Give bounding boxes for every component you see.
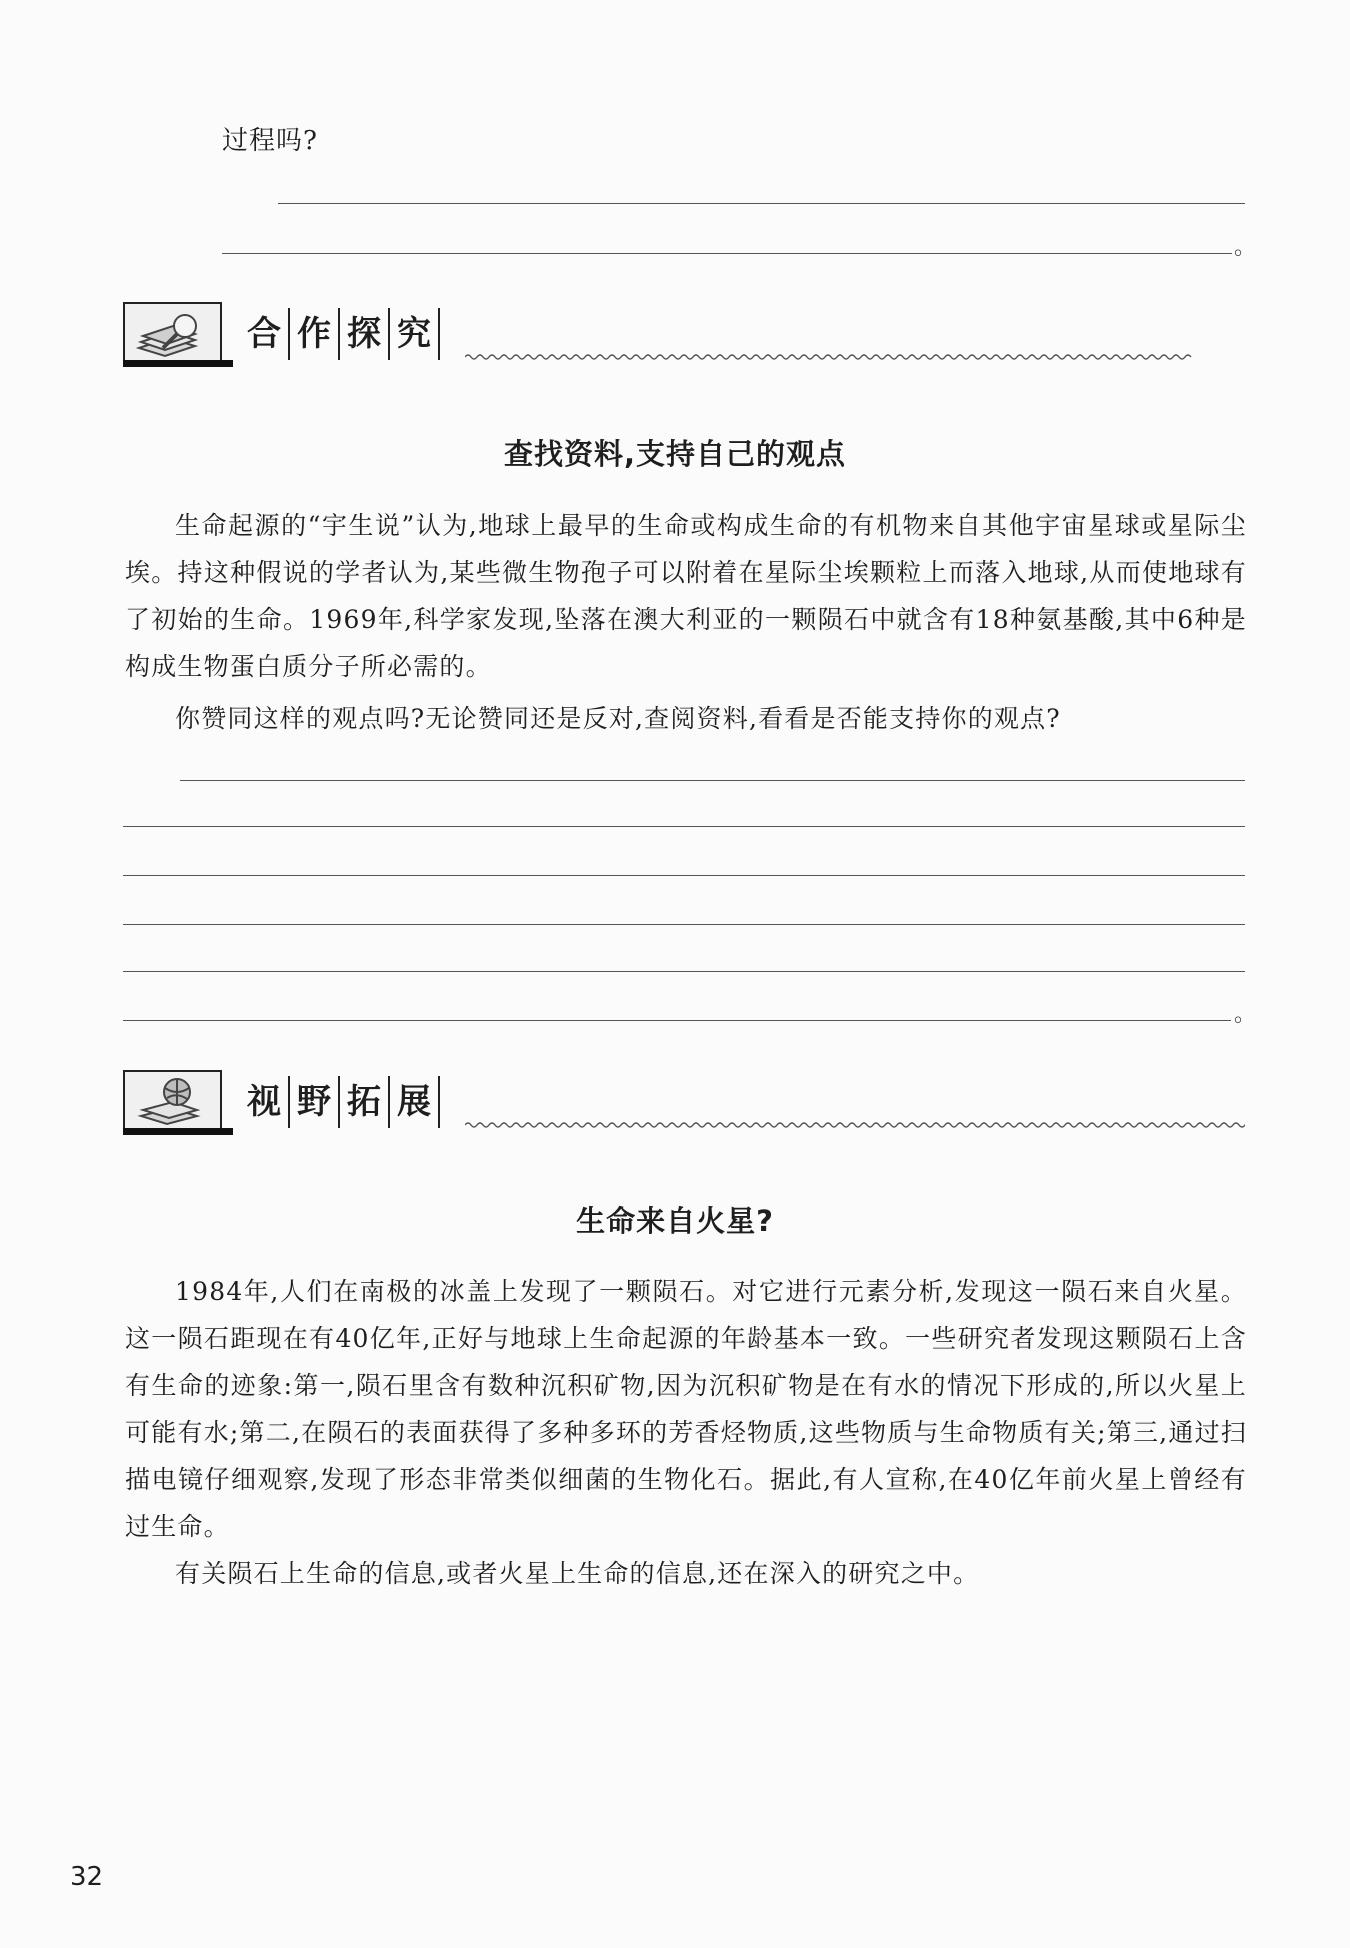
section-title-char: 究: [390, 308, 440, 360]
paragraph: 1984年,人们在南极的冰盖上发现了一颗陨石。对它进行元素分析,发现这一陨石来自火星。这一陨石距现在有40亿年,正好与地球上生命起源的年龄基本一致。一些研究者发现这颗陨石上含有生命的迹象:第一,陨石里含有数种沉积矿物,因为沉积矿物是在有水的情况下形成的,所以火星上可能有水;第二,在陨石的表面获得了多种多环的芳香烃物质,这些物质与生命物质有关;第三,通过扫描电镜仔细观察,发现了形态非常类似细菌的生物化石。据此,有人宣称,在40亿年前火星上曾经有过生命。: [125, 1277, 1247, 1541]
section-icon-frame: [123, 302, 222, 363]
subtitle-life-from-mars: 生命来自火星?: [576, 1204, 774, 1238]
answer-line[interactable]: [180, 780, 1245, 781]
answer-line[interactable]: [123, 1020, 1231, 1021]
section-title: [240, 1076, 440, 1128]
section-title-char: 展: [390, 1076, 440, 1128]
answer-line[interactable]: [222, 253, 1232, 254]
paragraph: 你赞同这样的观点吗?无论赞同还是反对,查阅资料,看看是否能支持你的观点?: [175, 704, 1061, 733]
section-title: [240, 308, 440, 360]
question-text: 过程吗?: [222, 126, 318, 156]
section-title-char: 拓: [340, 1076, 390, 1128]
answer-line[interactable]: [123, 971, 1245, 972]
wavy-rule: [465, 1120, 1245, 1130]
full-stop: 。: [1234, 1002, 1257, 1027]
section-title-char: 合: [240, 308, 290, 360]
globe-books-icon: [125, 1072, 220, 1129]
section-title-char: 视: [240, 1076, 290, 1128]
answer-line[interactable]: [278, 203, 1245, 204]
section-title-char: 野: [290, 1076, 340, 1128]
section-underbar: [123, 1128, 233, 1135]
answer-line[interactable]: [123, 875, 1245, 876]
paragraph: 有关陨石上生命的信息,或者火星上生命的信息,还在深入的研究之中。: [175, 1559, 980, 1588]
page-number: 32: [70, 1862, 104, 1892]
subtitle-find-materials: 查找资料,支持自己的观点: [503, 437, 847, 471]
body-text-section2: [125, 1268, 1247, 1597]
answer-line[interactable]: [123, 826, 1245, 827]
full-stop: 。: [1234, 235, 1257, 260]
section-underbar: [123, 360, 233, 367]
answer-line[interactable]: [123, 924, 1245, 925]
section-title-char: 探: [340, 308, 390, 360]
section-title-char: 作: [290, 308, 340, 360]
body-text-section1: [125, 502, 1247, 742]
section-icon-frame: [123, 1070, 222, 1131]
wavy-rule: [465, 352, 1245, 362]
paragraph: 生命起源的“宇生说”认为,地球上最早的生命或构成生命的有机物来自其他宇宙星球或星际尘埃。持这种假说的学者认为,某些微生物孢子可以附着在星际尘埃颗粒上而落入地球,从而使地球有了初始的生命。1969年,科学家发现,坠落在澳大利亚的一颗陨石中就含有18种氨基酸,其中6种是构成生物蛋白质分子所必需的。: [125, 511, 1247, 681]
books-magnifier-icon: [125, 304, 220, 361]
